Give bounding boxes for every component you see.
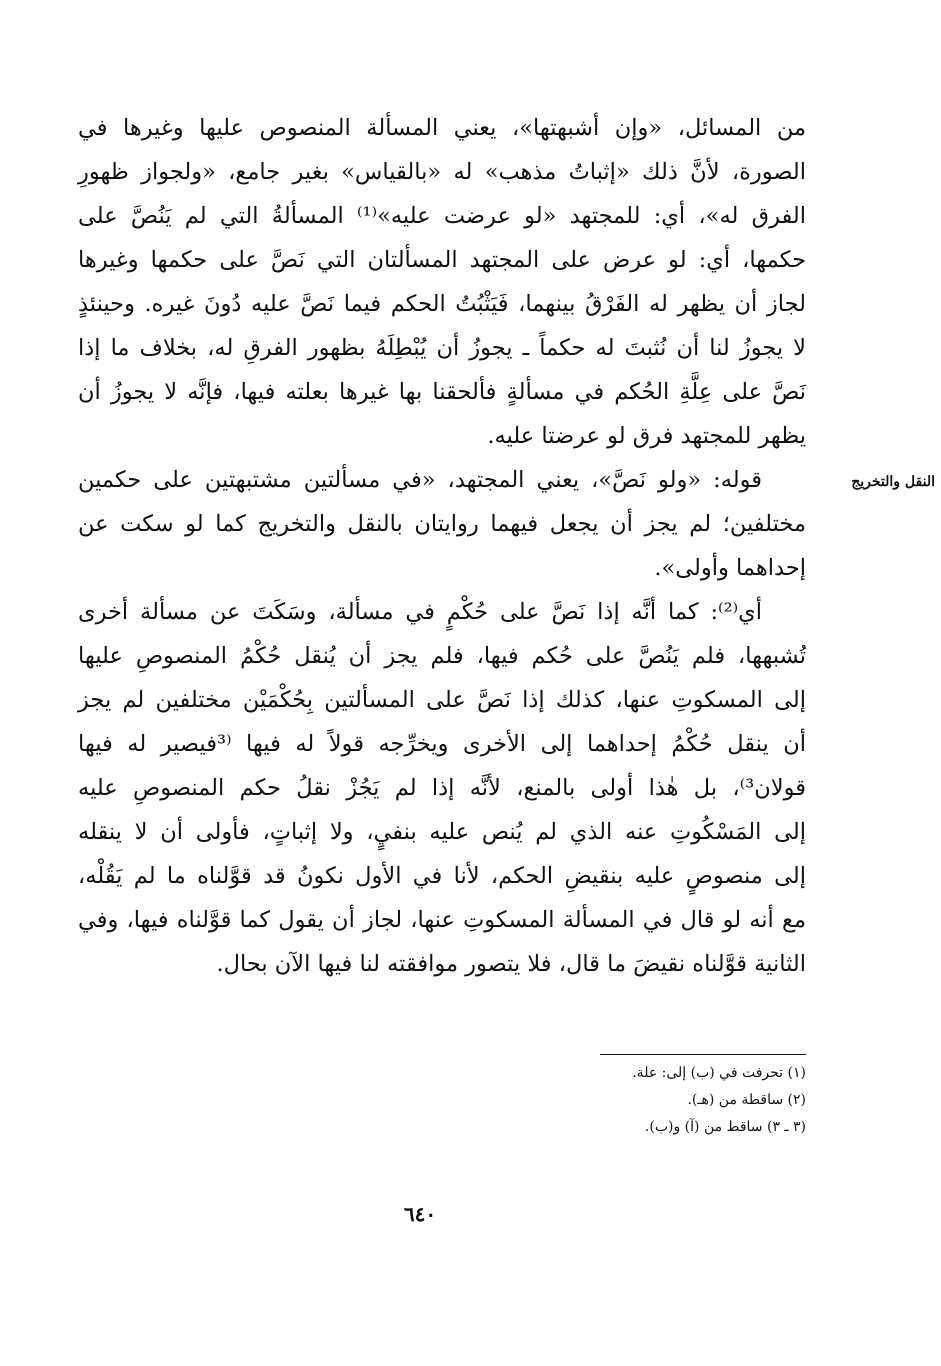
text-line-2: الصورة، لأنَّ ذلك «إثباتُ مذهب» له «بالقياس» بغير جامع، «ولجواز ظهورِ: [78, 159, 806, 185]
text-line-4: حكمها، أي: لو عرض على المجتهد المسألتان التي نَصَّ على حكمها وغيرها: [78, 247, 806, 273]
page-number: ٦٤٠: [403, 1202, 437, 1226]
text-line-20: الثانية قوَّلناه نقيضَ ما قال، فلا يتصور موافقته لنا فيها الآن بحال.: [216, 951, 806, 977]
footnote-2: (٢) ساقطة من (هـ).: [687, 1092, 806, 1108]
text-line-11: إحداهما وأولى».: [654, 555, 806, 581]
text-line-17: إلى المَسْكُوتِ عنه الذي لم يُنص عليه بنفيٍ، ولا إثباتٍ، فأولى أن لا ينقله: [78, 819, 806, 845]
margin-heading: النقل والتخريج: [851, 474, 935, 490]
text-line-5: لجاز أن يظهر له الفَرْقُ بينهما، فَيَثْبُتُ الحكم فيما نَصَّ عليه دُونَ غيره. وحينئذٍ: [78, 291, 806, 317]
footnotes: [300, 1060, 806, 1141]
text-line-16: قولان³⁾، بل هٰذا أولى بالمنع، لأنَّه إذا لم يَجُزْ نقلُ حكم المنصوصِ عليه: [78, 775, 806, 801]
footnote-separator: [600, 1054, 806, 1055]
text-line-6: لا يجوزُ لنا أن نُثبتَ له حكماً ـ يجوزُ أن يُبْطِلَهُ بظهور الفرقِ له، بخلاف ما إذا: [78, 335, 806, 361]
text-line-1: من المسائل، «وإن أشبهتها»، يعني المسألة المنصوص عليها وغيرها في: [78, 115, 806, 141]
main-text: [78, 106, 806, 986]
text-line-7: نَصَّ على عِلَّةِ الحُكم في مسألةٍ فألحقنا بها غيرها بعلته فيها، فإنَّه لا يجوزُ أن: [78, 379, 806, 405]
text-line-15: أن ينقل حُكْمُ إحداهما إلى الأخرى ويخرِّجه قولاً له فيها ⁽³فيصير له فيها: [78, 731, 806, 757]
footnote-1: (١) تحرفت في (ب) إلى: علة.: [632, 1065, 806, 1081]
text-line-9: قوله: «ولو نَصَّ»، يعني المجتهد، «في مسألتين مشتبهتين على حكمين: [78, 467, 762, 493]
text-line-10: مختلفين؛ لم يجز أن يجعل فيهما روايتان بالنقل والتخريج كما لو سكت عن: [78, 511, 806, 537]
text-line-14: إلى المسكوتِ عنها، كذلك إذا نَصَّ على المسألتين بِحُكْمَيْن مختلفين لم يجز: [78, 687, 806, 713]
text-line-18: إلى منصوصٍ عليه بنقيضِ الحكم، لأنا في الأول نكونُ قد قوَّلناه ما لم يَقُلْه،: [78, 863, 806, 889]
text-line-12: أي⁽²⁾: كما أنَّه إذا نَصَّ على حُكْمٍ في مسألة، وسَكَتَ عن مسألة أخرى: [78, 599, 762, 625]
text-line-19: مع أنه لو قال في المسألة المسكوتِ عنها، لجاز أن يقول كما قوَّلناه فيها، وفي: [78, 907, 806, 933]
text-line-8: يظهر للمجتهد فرق لو عرضتا عليه.: [487, 423, 806, 449]
text-line-13: تُشبهها، فلم يَنُصَّ على حُكم فيها، فلم يجز أن يُنقل حُكْمُ المنصوصِ عليها: [78, 643, 806, 669]
text-line-3: الفرق له»، أي: للمجتهد «لو عرضت عليه»⁽¹⁾ المسألةُ التي لم يَنُصَّ على: [78, 203, 806, 229]
footnote-3: (٣ ـ ٣) ساقط من (آ) و(ب).: [644, 1119, 806, 1135]
